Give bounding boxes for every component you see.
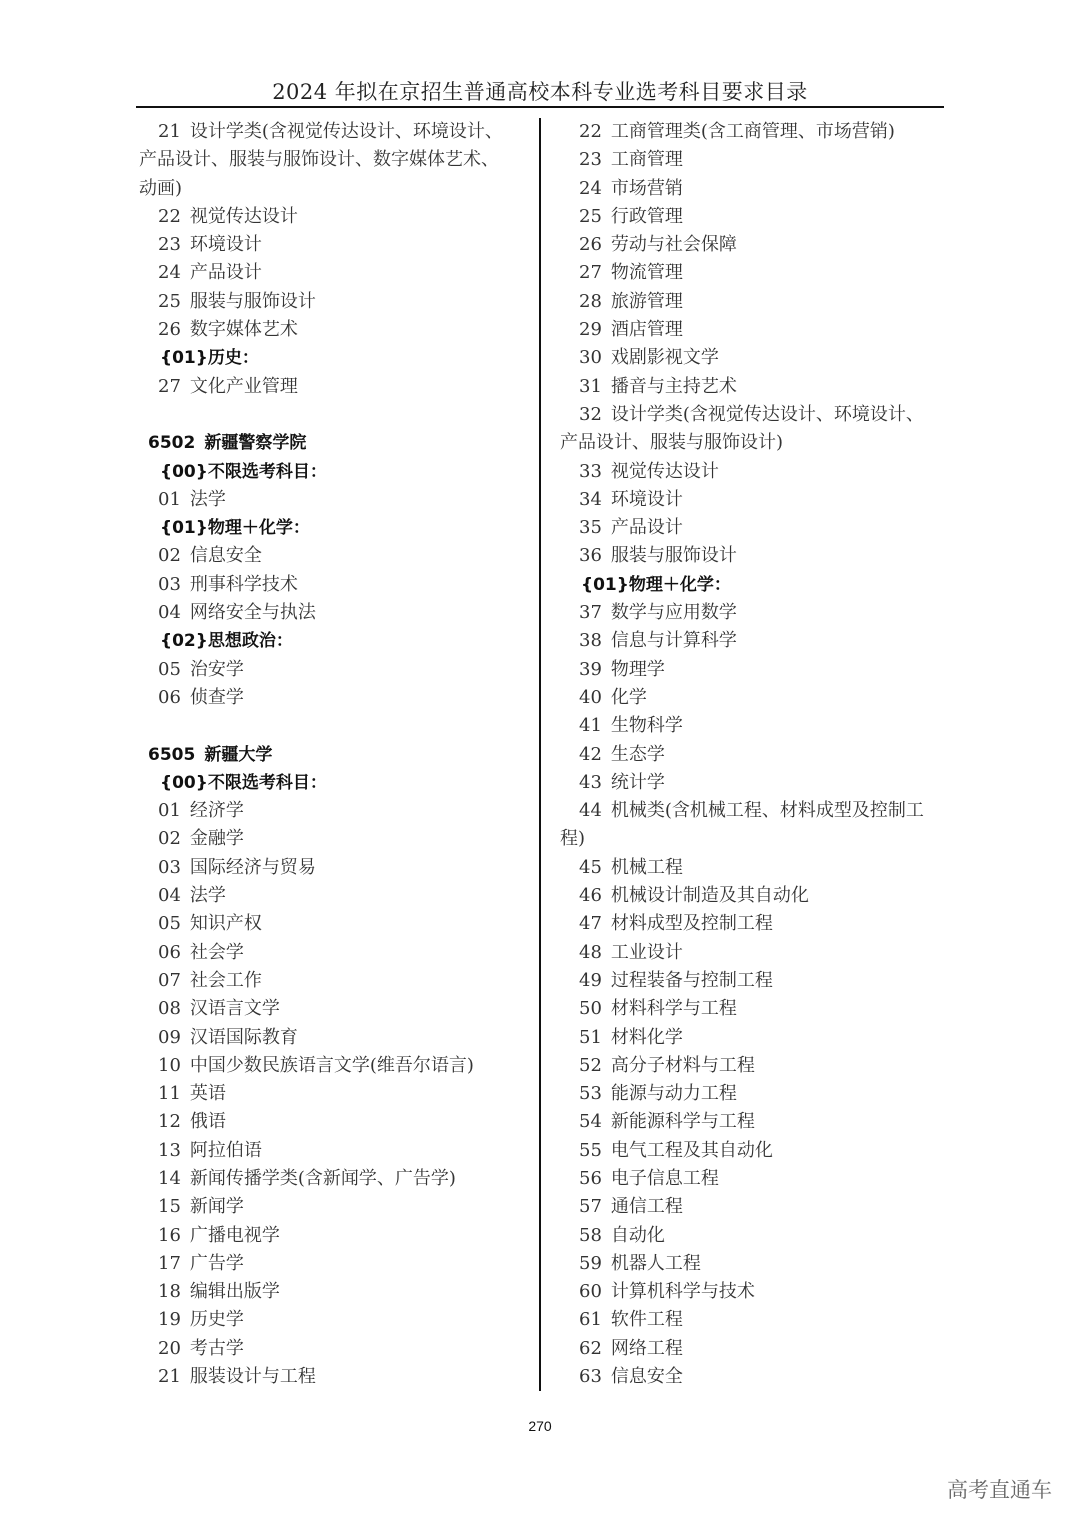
list-item [139,1306,529,1334]
header-rule [136,106,944,108]
list-item [139,1250,529,1278]
item-number: 56 [579,1167,602,1189]
line-text: 工商管理类(含工商管理、市场营销) [610,121,895,142]
item-number: 09 [158,1026,181,1048]
item-number: 01 [158,800,181,822]
item-number: 51 [579,1026,602,1048]
line-text: 文化产业管理 [189,375,298,397]
list-item-continuation [139,175,529,203]
line-text: {01}物理＋化学： [160,518,310,539]
list-item [139,231,529,259]
line-text: 统计学 [610,771,665,793]
line-text: 汉语国际教育 [189,1026,298,1048]
list-item [560,712,950,740]
list-item [139,486,529,514]
line-text: 自动化 [610,1224,665,1246]
line-text: 设计学类(含视觉传达设计、环境设计、 [189,121,503,142]
item-number: 05 [158,658,181,680]
list-item [560,146,950,174]
list-item [139,542,529,570]
line-text: {01}物理＋化学： [581,574,731,595]
list-item [560,939,950,967]
line-text: 视觉传达设计 [189,205,298,227]
item-number: 08 [158,998,181,1020]
item-number: 17 [158,1252,181,1274]
list-item [560,882,950,910]
list-item [560,288,950,316]
line-text: 知识产权 [189,913,262,935]
item-number: 28 [579,290,602,312]
line-text: 过程装备与控制工程 [610,969,773,991]
line-text: 机器人工程 [610,1252,701,1274]
school-heading [139,741,529,769]
list-item [139,967,529,995]
list-item [560,1080,950,1108]
school-code: 6502 [148,433,196,454]
item-number: 22 [158,205,181,227]
line-text: 广告学 [189,1252,244,1274]
list-item [139,1165,529,1193]
item-number: 34 [579,488,602,510]
item-number: 03 [158,573,181,595]
line-text: 数字媒体艺术 [189,319,298,341]
item-number: 36 [579,545,602,567]
item-number: 04 [158,602,181,624]
list-item [139,882,529,910]
line-text: 机械工程 [610,856,683,878]
line-text: 信息与计算科学 [610,630,737,652]
list-item [139,1024,529,1052]
page-title: 2024 年拟在京招生普通高校本科专业选考科目要求目录 [272,80,808,104]
item-number: 20 [158,1337,181,1359]
line-text: 国际经济与贸易 [189,856,316,878]
item-number: 01 [158,488,181,510]
line-text: 市场营销 [610,177,683,199]
item-number: 54 [579,1111,602,1133]
list-item [139,288,529,316]
item-number: 33 [579,460,602,482]
list-item [139,259,529,287]
item-number: 14 [158,1167,181,1189]
item-number: 02 [158,545,181,567]
line-text: 治安学 [189,658,244,680]
item-number: 02 [158,828,181,850]
list-item [560,1108,950,1136]
item-number: 57 [579,1196,602,1218]
line-text: 服装与服饰设计 [610,545,737,567]
list-item-continuation [560,429,950,457]
list-item [560,1024,950,1052]
item-number: 45 [579,856,602,878]
list-item [139,1335,529,1363]
list-item [560,1165,950,1193]
item-number: 04 [158,885,181,907]
list-item [560,458,950,486]
column-divider [539,118,541,1391]
left-column [139,118,529,1391]
school-code: 6505 [148,744,196,765]
line-text: 电气工程及其自动化 [610,1139,773,1161]
item-number: 53 [579,1083,602,1105]
line-text: 化学 [610,686,647,708]
item-number: 49 [579,969,602,991]
line-text: 劳动与社会保障 [610,234,737,256]
line-text: 软件工程 [610,1309,683,1331]
list-item [139,1080,529,1108]
list-item [139,118,529,146]
line-text: 编辑出版学 [189,1281,280,1303]
list-item [560,231,950,259]
list-item [560,373,950,401]
line-text: 英语 [189,1083,226,1105]
item-number: 48 [579,941,602,963]
item-number: 31 [579,375,602,397]
line-text: 视觉传达设计 [610,460,719,482]
school-name: 新疆大学 [204,744,273,765]
line-text: 材料成型及控制工程 [610,913,773,935]
line-text: 机械类(含机械工程、材料成型及控制工 [610,800,924,822]
item-number: 62 [579,1337,602,1359]
subject-requirement-heading [139,514,529,542]
list-item [139,1108,529,1136]
item-number: 43 [579,771,602,793]
list-item [139,316,529,344]
list-item [139,373,529,401]
item-number: 61 [579,1309,602,1331]
list-item [139,1222,529,1250]
line-text: 网络工程 [610,1337,683,1359]
item-number: 32 [579,403,602,425]
list-item [560,797,950,825]
list-item [560,656,950,684]
list-item [560,118,950,146]
item-number: 47 [579,913,602,935]
line-text: 工业设计 [610,941,683,963]
list-item [139,1052,529,1080]
item-number: 60 [579,1281,602,1303]
blank-line [139,712,529,740]
line-text: 俄语 [189,1111,226,1133]
line-text: 环境设计 [610,488,683,510]
list-item-continuation [139,146,529,174]
list-item [560,486,950,514]
item-number: 27 [158,375,181,397]
list-item [560,1137,950,1165]
line-text: 动画) [139,177,183,199]
list-item [139,1137,529,1165]
line-text: 金融学 [189,828,244,850]
line-text: 汉语言文学 [189,998,280,1020]
subject-requirement-heading [139,458,529,486]
item-number: 24 [158,262,181,284]
list-item [560,1052,950,1080]
line-text: 材料化学 [610,1026,683,1048]
item-number: 18 [158,1281,181,1303]
item-number: 27 [579,262,602,284]
line-text: 环境设计 [189,234,262,256]
list-item [139,599,529,627]
item-number: 06 [158,686,181,708]
list-item [560,401,950,429]
line-text: 服装设计与工程 [189,1366,316,1388]
list-item [560,910,950,938]
item-number: 42 [579,743,602,765]
line-text: 电子信息工程 [610,1167,719,1189]
list-item [560,1250,950,1278]
list-item [139,797,529,825]
list-item [560,1278,950,1306]
item-number: 15 [158,1196,181,1218]
line-text: 物流管理 [610,262,683,284]
list-item [560,1363,950,1391]
item-number: 41 [579,715,602,737]
list-item [560,344,950,372]
item-number: 40 [579,686,602,708]
list-item [139,656,529,684]
line-text: 服装与服饰设计 [189,290,316,312]
list-item [139,1363,529,1391]
list-item [560,769,950,797]
item-number: 55 [579,1139,602,1161]
line-text: 广播电视学 [189,1224,280,1246]
subject-requirement-heading [139,344,529,372]
list-item [560,995,950,1023]
list-item [560,1222,950,1250]
item-number: 07 [158,969,181,991]
item-number: 46 [579,885,602,907]
line-text: 法学 [189,885,226,907]
item-number: 35 [579,517,602,539]
item-number: 59 [579,1252,602,1274]
item-number: 06 [158,941,181,963]
item-number: 11 [158,1083,181,1105]
list-item [560,684,950,712]
list-item [560,514,950,542]
item-number: 38 [579,630,602,652]
line-text: 经济学 [189,800,244,822]
list-item [139,571,529,599]
line-text: 工商管理 [610,149,683,171]
item-number: 37 [579,602,602,624]
list-item [139,684,529,712]
list-item [139,939,529,967]
item-number: 23 [158,234,181,256]
item-number: 26 [579,234,602,256]
line-text: 旅游管理 [610,290,683,312]
list-item [139,203,529,231]
item-number: 58 [579,1224,602,1246]
list-item [139,1193,529,1221]
line-text: 数学与应用数学 [610,602,737,624]
item-number: 05 [158,913,181,935]
line-text: 社会学 [189,941,244,963]
item-number: 10 [158,1054,181,1076]
line-text: 网络安全与执法 [189,602,316,624]
list-item-continuation [560,825,950,853]
list-item [560,1335,950,1363]
line-text: 程) [560,828,586,850]
item-number: 21 [158,1366,181,1388]
list-item [139,1278,529,1306]
page-number: 270 [528,1418,552,1434]
line-text: 新闻传播学类(含新闻学、广告学) [189,1167,456,1189]
item-number: 52 [579,1054,602,1076]
school-heading [139,429,529,457]
watermark: 高考直通车 [947,1478,1052,1502]
school-name: 新疆警察学院 [204,433,307,454]
list-item [560,599,950,627]
line-text: 社会工作 [189,969,262,991]
item-number: 25 [158,290,181,312]
list-item [560,259,950,287]
list-item [560,967,950,995]
line-text: 信息安全 [610,1366,683,1388]
subject-requirement-heading [139,627,529,655]
line-text: 设计学类(含视觉传达设计、环境设计、 [610,403,924,425]
list-item [560,175,950,203]
list-item [560,203,950,231]
item-number: 21 [158,121,181,142]
list-item [560,1193,950,1221]
item-number: 29 [579,319,602,341]
line-text: 播音与主持艺术 [610,375,737,397]
item-number: 50 [579,998,602,1020]
line-text: 材料科学与工程 [610,998,737,1020]
line-text: 产品设计 [610,517,683,539]
item-number: 16 [158,1224,181,1246]
list-item [560,1306,950,1334]
item-number: 25 [579,205,602,227]
line-text: 生物科学 [610,715,683,737]
line-text: 刑事科学技术 [189,573,298,595]
line-text: 酒店管理 [610,319,683,341]
line-text: 生态学 [610,743,665,765]
list-item [560,316,950,344]
line-text: 高分子材料与工程 [610,1054,755,1076]
list-item [560,854,950,882]
line-text: 机械设计制造及其自动化 [610,885,809,907]
right-column [560,118,950,1391]
line-text: 戏剧影视文学 [610,347,719,369]
line-text: 行政管理 [610,205,683,227]
item-number: 12 [158,1111,181,1133]
item-number: 23 [579,149,602,171]
line-text: 侦查学 [189,686,244,708]
line-text: 物理学 [610,658,665,680]
line-text: 历史学 [189,1309,244,1331]
line-text: 产品设计 [189,262,262,284]
list-item [139,910,529,938]
line-text: 阿拉伯语 [189,1139,262,1161]
list-item [560,627,950,655]
item-number: 24 [579,177,602,199]
list-item [139,995,529,1023]
line-text: 能源与动力工程 [610,1083,737,1105]
line-text: 法学 [189,488,226,510]
item-number: 19 [158,1309,181,1331]
line-text: 产品设计、服装与服饰设计、数字媒体艺术、 [139,149,499,171]
item-number: 26 [158,319,181,341]
line-text: 通信工程 [610,1196,683,1218]
blank-line [139,401,529,429]
line-text: {02}思想政治： [160,631,293,652]
list-item [560,741,950,769]
list-item [139,825,529,853]
item-number: 22 [579,121,602,142]
item-number: 44 [579,800,602,822]
line-text: 新闻学 [189,1196,244,1218]
line-text: {00}不限选考科目： [160,461,327,482]
subject-requirement-heading [560,571,950,599]
line-text: 产品设计、服装与服饰设计) [560,432,784,454]
item-number: 13 [158,1139,181,1161]
line-text: 考古学 [189,1337,244,1359]
line-text: {01}历史： [160,348,259,369]
item-number: 30 [579,347,602,369]
line-text: 信息安全 [189,545,262,567]
item-number: 39 [579,658,602,680]
list-item [139,854,529,882]
subject-requirement-heading [139,769,529,797]
item-number: 63 [579,1366,602,1388]
list-item [560,542,950,570]
item-number: 03 [158,856,181,878]
line-text: 中国少数民族语言文学(维吾尔语言) [189,1054,474,1076]
line-text: 计算机科学与技术 [610,1281,755,1303]
line-text: 新能源科学与工程 [610,1111,755,1133]
line-text: {00}不限选考科目： [160,772,327,793]
